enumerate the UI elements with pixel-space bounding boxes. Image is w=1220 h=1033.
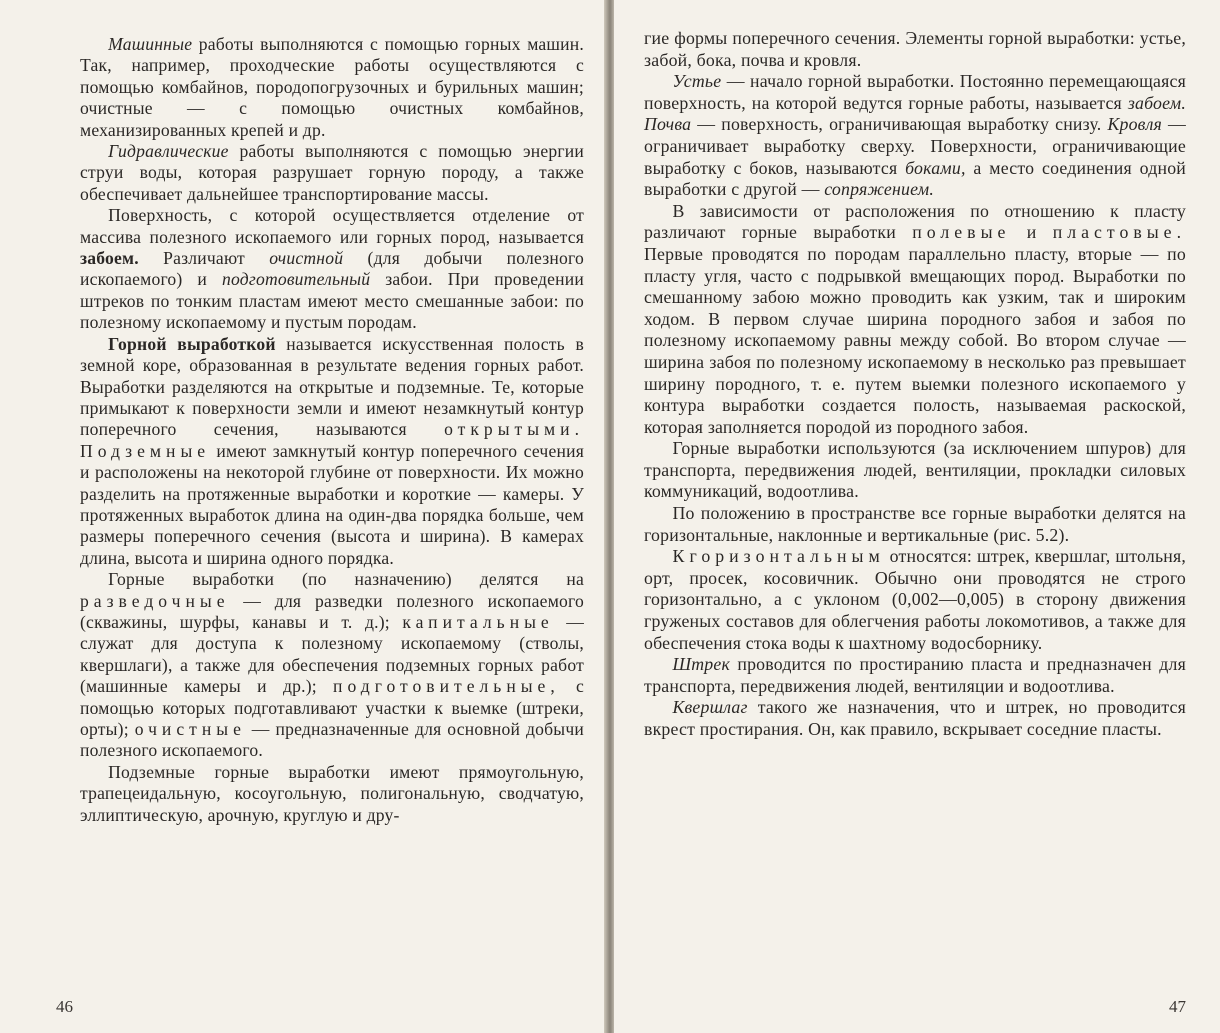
text-run: Поверхность, с которой осуществляется отделение от массива полезного ископаемого или горных пород, называется: [80, 205, 584, 247]
spaced-term: полевые: [912, 222, 1011, 243]
paragraph: [644, 546, 1186, 654]
text-run: В зависимости от расположения по отношению к пласту различают горные выработки: [644, 200, 1186, 243]
text-run: называется искусственная полость в земной коре, образованная в результате ведения горных работ. Выработки разделяются на открытые и подземные. Те, которые примыкают к поверхности земли и имеют незамкнутый контур поперечного сечения, называются: [80, 333, 584, 440]
italic-term: Гидравлические: [108, 141, 229, 162]
text-run: — поверхность, ограничивающая выработку снизу.: [691, 114, 1108, 135]
left-page: [0, 0, 606, 1033]
text-run: — начало горной выработки. Постоянно перемещающаяся поверхность, на которой ведутся горные работы, называется: [644, 71, 1186, 113]
text-run: имеют замкнутый контур поперечного сечения и расположены на некоторой глубине от поверхности. Их можно разделить на протяженные выработки и короткие — камеры. У протяженных выработок длина на один-два порядка больше, чем размеры поперечного сечения (высота и ширина). В камерах длина, высота и ширина одного порядка.: [80, 440, 584, 568]
text-run: относятся: штрек, квершлаг, штольня, орт, просек, косовичник. Обычно они проводятся не строго горизонтально, а с уклоном (0,002—0,005) в сторону движения груженых составов для облегчения работы локомотивов, а также для обеспечения стока воды к шахтному водосборнику.: [644, 546, 1186, 653]
left-page-text: [80, 34, 584, 826]
paragraph: [644, 438, 1186, 503]
text-run: забои. При проведении штреков по тонким пластам имеют место смешанные забои: по полезному ископаемому и пустым породам.: [80, 269, 584, 333]
spaced-term: капитальные: [402, 611, 554, 632]
paragraph: [644, 201, 1186, 439]
italic-term: подготовительный: [222, 269, 371, 290]
text-run: — ограничивает выработку сверху. Поверхности, ограничивающие выработку с боков, называются: [644, 114, 1186, 178]
paragraph: [644, 28, 1186, 71]
paragraph: [80, 569, 584, 762]
bold-term: забоем.: [80, 248, 139, 269]
italic-term: сопряжением.: [824, 179, 934, 200]
text-run: Горные выработки используются (за исключением шпуров) для транспорта, передвижения людей, вентиляции, прокладки силовых коммуникаций, водоотлива.: [644, 438, 1186, 502]
italic-term: забоем.: [1127, 92, 1186, 113]
spaced-term: подготовительные,: [333, 676, 560, 697]
text-run: Горные выработки (по назначению) делятся на: [108, 569, 584, 590]
italic-term: Устье: [672, 71, 722, 92]
text-run: проводится по простиранию пласта и предназначен для транспорта, передвижения людей, вентиляции и водоотлива.: [644, 654, 1186, 696]
italic-term: очистной: [269, 248, 344, 269]
left-page-number: 46: [56, 997, 73, 1016]
spaced-term: горизонтальным: [689, 546, 885, 567]
paragraph: [80, 34, 584, 141]
paragraph: [644, 654, 1186, 697]
text-run: такого же назначения, что и штрек, но проводится вкрест простирания. Он, как правило, вскрывает соседние пласты.: [644, 697, 1186, 739]
text-run: с помощью которых подготавливают участки к выемке (штреки, орты);: [80, 676, 584, 739]
text-run: Первые проводятся по породам параллельно пласту, вторые — по пласту угля, часто с подрывкой вмещающих пород. Выработки по смешанному забою можно проводить как узким, так и широким ходом. В первом случае ширина породного забоя и забоя по полезному ископаемому равны между собой. Во втором случае — ширина забоя по полезному ископаемому в несколько раз превышает ширину породного, т. е. путем выемки полезного ископаемого у контура выработки создается полость, называемая раскоской, которая заполняется породой из породного забоя.: [644, 243, 1186, 437]
right-page: [614, 0, 1220, 1033]
text-run: Подземные горные выработки имеют прямоугольную, трапецеидальную, косоугольную, полигональную, сводчатую, эллиптическую, арочную, круглую и дру-: [80, 761, 584, 825]
spaced-term: Подземные: [80, 440, 211, 461]
text-run: работы выполняются с помощью энергии струи воды, которая разрушает горную породу, а также обеспечивает дальнейшее транспортирование массы.: [80, 141, 584, 204]
text-run: гие формы поперечного сечения. Элементы горной выработки: устье, забой, бока, почва и кровля.: [644, 28, 1186, 70]
text-run: По положению в пространстве все горные выработки делятся на горизонтальные, наклонные и вертикальные (рис. 5.2).: [644, 503, 1186, 545]
text-run: К: [672, 546, 690, 567]
text-run: — предназначенные для основной добычи полезного ископаемого.: [80, 719, 584, 761]
italic-term: Квершлаг: [672, 697, 748, 718]
paragraph: [644, 697, 1186, 740]
text-run: — для разведки полезного ископаемого (скважины, шурфы, канавы и т. д.);: [80, 590, 584, 632]
text-run: работы выполняются с помощью горных машин. Так, например, проходческие работы осуществляются с помощью комбайнов, породопогрузочных и бурильных машин; очистные — с помощью очистных комбайнов, механизированных крепей и др.: [80, 34, 584, 140]
text-run: а место соединения одной выработки с другой —: [644, 157, 1186, 200]
text-run: (для добычи полезного ископаемого) и: [80, 248, 584, 290]
spaced-term: пластовые.: [1052, 222, 1187, 243]
spaced-term: открытыми.: [444, 419, 584, 440]
italic-term: Кровля: [1107, 114, 1162, 135]
text-run: и: [1010, 222, 1053, 243]
paragraph: [644, 503, 1186, 546]
italic-term: боками,: [905, 157, 966, 178]
italic-term: Почва: [644, 114, 692, 135]
paragraph: [80, 762, 584, 826]
right-page-number: 47: [1169, 997, 1186, 1016]
paragraph: [80, 205, 584, 333]
paragraph: [80, 334, 584, 569]
text-run: — служат для доступа к полезному ископаемому (стволы, квершлаги), а также для обеспечения подземных горных работ (машинные камеры и др.);: [80, 611, 584, 697]
bold-term: Горной выработкой: [108, 333, 276, 354]
paragraph: [644, 71, 1186, 201]
spaced-term: разведочные: [80, 590, 230, 611]
spaced-term: очистные: [134, 719, 246, 739]
paragraph: [80, 141, 584, 205]
right-page-text: [644, 28, 1186, 741]
text-run: Различают: [138, 248, 270, 269]
italic-term: Машинные: [108, 34, 193, 54]
italic-term: Штрек: [672, 654, 730, 675]
